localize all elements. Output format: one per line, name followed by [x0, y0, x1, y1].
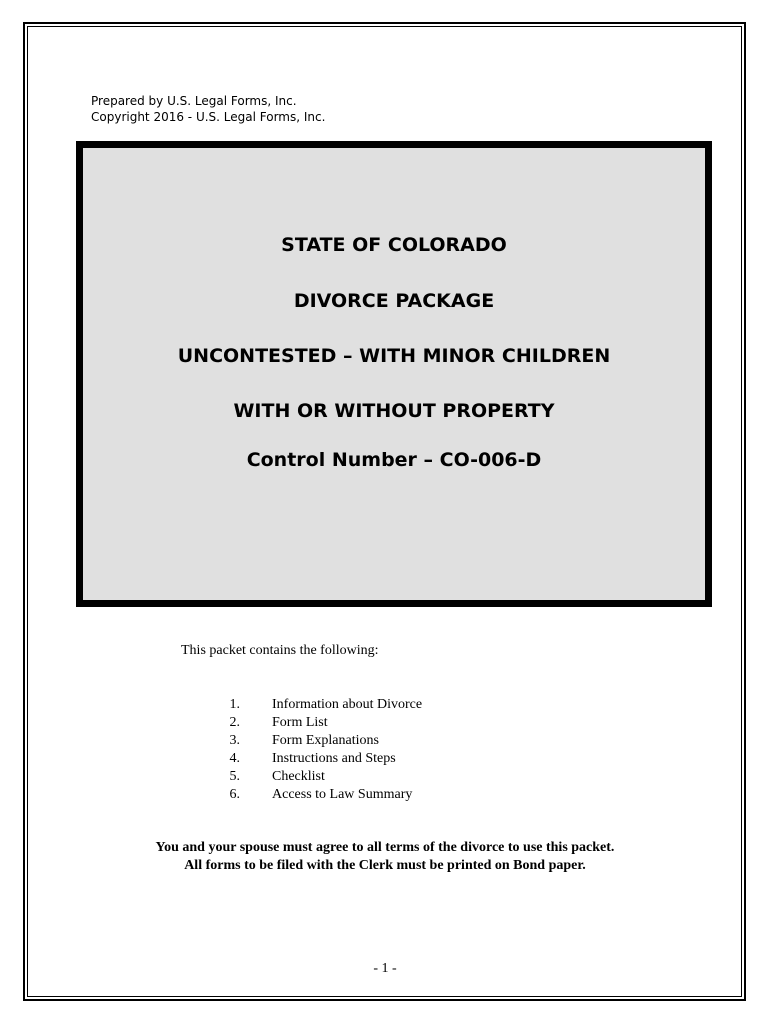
package-title: DIVORCE PACKAGE: [293, 290, 495, 312]
title-box: [76, 141, 712, 607]
list-item-number: 6.: [229, 787, 240, 802]
property-title: WITH OR WITHOUT PROPERTY: [233, 400, 555, 422]
list-item-label: Checklist: [272, 769, 325, 784]
list-item-number: 1.: [229, 697, 240, 712]
copyright-text: Copyright 2016 - U.S. Legal Forms, Inc.: [91, 110, 326, 124]
package-type-title: UNCONTESTED – WITH MINOR CHILDREN: [177, 345, 611, 367]
preparer-notice: [91, 93, 325, 125]
prepared-by-text: Prepared by U.S. Legal Forms, Inc.: [91, 94, 297, 108]
list-item: [220, 786, 422, 804]
list-item-label: Information about Divorce: [272, 697, 423, 712]
contents-list: [220, 696, 422, 804]
list-item-label: Instructions and Steps: [272, 751, 396, 766]
state-title: STATE OF COLORADO: [281, 234, 507, 256]
list-item-number: 2.: [229, 715, 240, 730]
list-item-label: Form Explanations: [272, 733, 379, 748]
bond-paper-notice: All forms to be filed with the Clerk must be printed on Bond paper.: [184, 858, 586, 873]
agreement-notice: You and your spouse must agree to all terms of the divorce to use this packet.: [155, 840, 615, 855]
list-item: [220, 696, 422, 714]
list-item-number: 3.: [229, 733, 240, 748]
list-item: [220, 750, 422, 768]
list-item: [220, 732, 422, 750]
list-item-label: Access to Law Summary: [272, 787, 413, 802]
list-item-number: 5.: [229, 769, 240, 784]
list-item: [220, 714, 422, 732]
list-item-label: Form List: [272, 715, 328, 730]
list-item: [220, 768, 422, 786]
list-item-number: 4.: [229, 751, 240, 766]
control-number: Control Number – CO-006-D: [246, 449, 542, 471]
page-number: - 1 -: [373, 961, 397, 976]
contents-intro: This packet contains the following:: [181, 643, 379, 658]
